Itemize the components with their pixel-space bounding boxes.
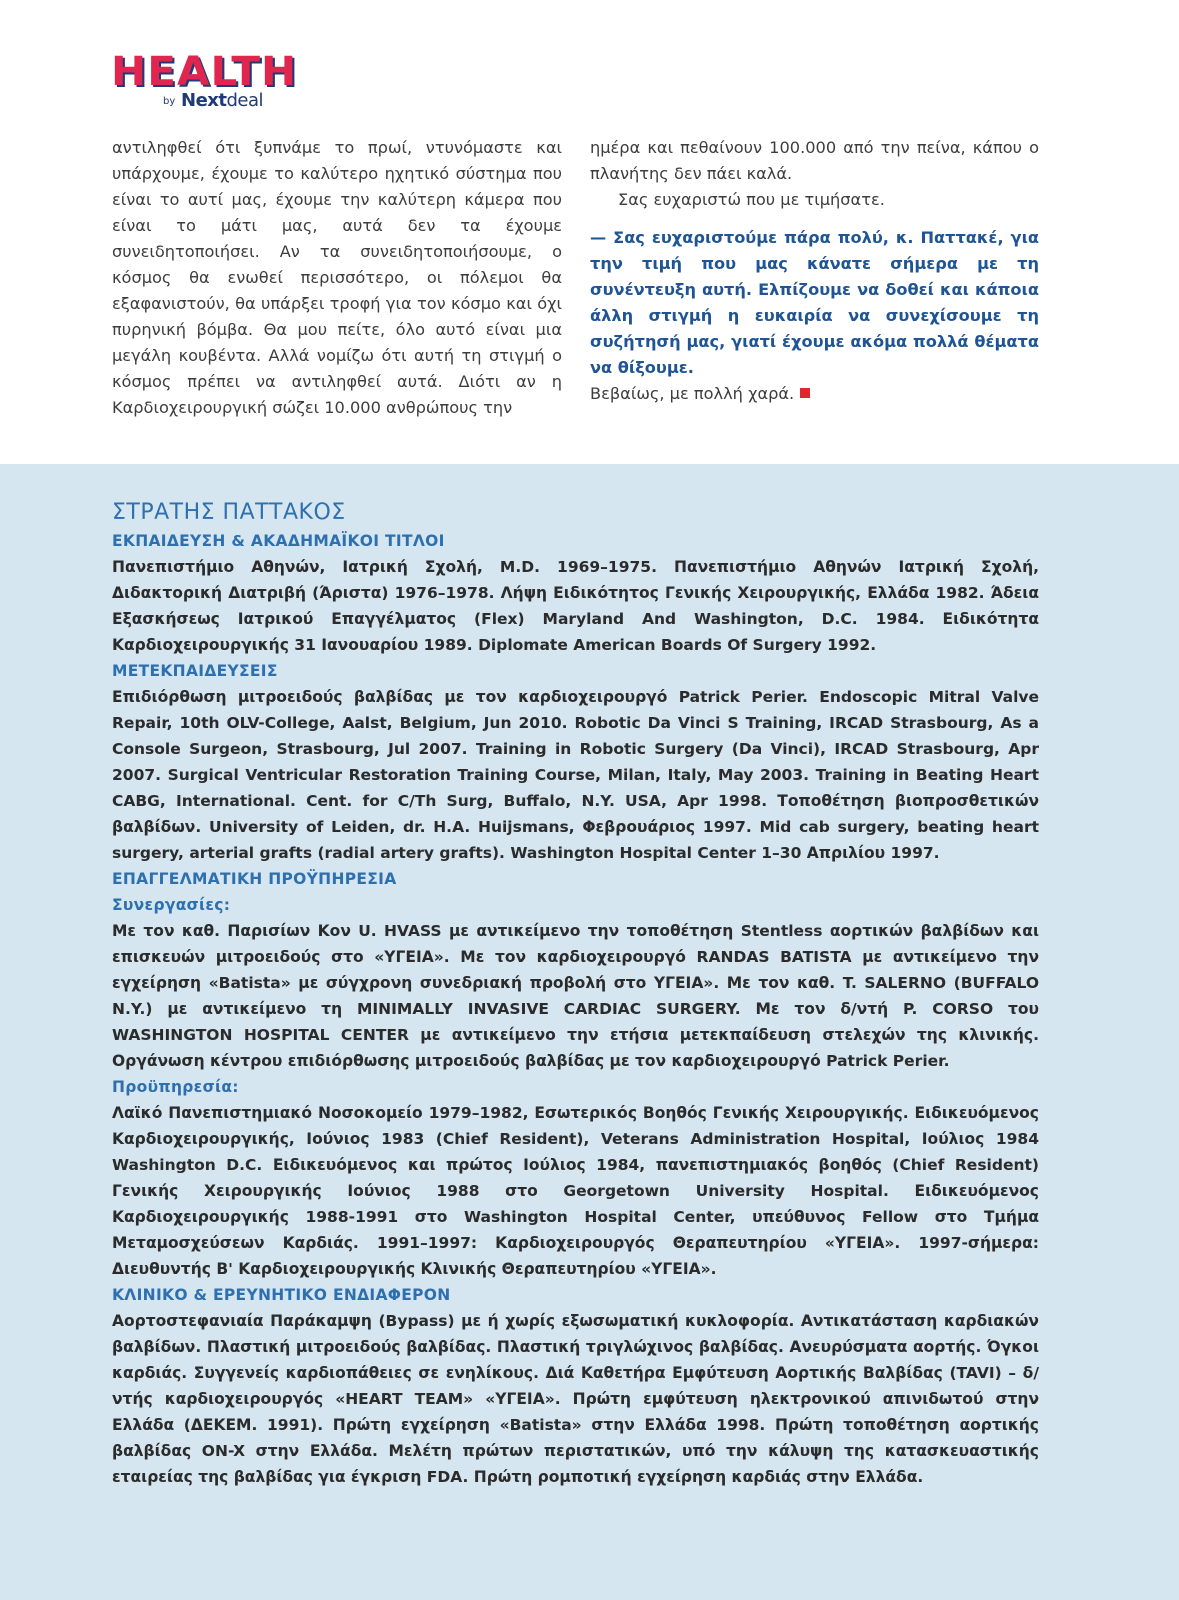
bio-heading-training: ΜΕΤΕΚΠΑΙΔΕΥΣΕΙΣ <box>112 662 278 680</box>
bio-name: ΣΤΡΑΤΗΣ ΠΑΤΤΑΚΟΣ <box>112 500 346 525</box>
bio-heading-experience: ΕΠΑΓΓΕΛΜΑΤΙΚΗ ΠΡΟΫΠΗΡΕΣΙΑ <box>112 870 397 888</box>
bio-heading-clinical-interest: ΚΛΙΝΙΚΟ & ΕΡΕΥΝΗΤΙΚΟ ΕΝΔΙΑΦΕΡΟΝ <box>112 1286 451 1304</box>
bio-text-clinical-interest: Αορτοστεφανιαία Παράκαμψη (Bypass) με ή χωρίς εξωσωματική κυκλοφορία. Αντικατάσταση καρδιακών βαλβίδων. Πλαστική μιτροειδούς βαλβίδας. Πλαστική τριγλώχινος βαλβίδας. Ανευρύσματα αορτής. Όγκοι καρδιάς. Συγγενείς καρδιοπάθειες σε ενηλίκους. Διά Καθετήρα Εμφύτευση Αορτικής Βαλβίδας (TAVI) – δ/ντής καρδιοχειρουργός «HEART TEAM» «ΥΓΕΙΑ». Πρώτη εμφύτευση ηλεκτρονικού απινιδωτού στην Ελλάδα (ΔΕΚΕΜ. 1991). Πρώτη εγχείρηση «Batista» στην Ελλάδα 1998. Πρώτη τοποθέτηση αορτικής βαλβίδας ON-X στην Ελλάδα. Μελέτη πρώτων περιστατικών, υπό την κάλυψη της κατασκευαστικής εταιρείας της βαλβίδας για έγκριση FDA. Πρώτη ρομποτική εγχείρηση καρδιάς στην Ελλάδα. <box>112 1312 1039 1486</box>
article-right-column <box>590 135 1039 407</box>
article-paragraph: ημέρα και πεθαίνουν 100.000 από την πείνα, κάπου ο πλανήτης δεν πάει καλά. <box>590 138 1039 183</box>
interview-question: — Σας ευχαριστούμε πάρα πολύ, κ. Παττακέ, για την τιμή που μας κάνατε σήμερα με τη συνέντευξη αυτή. Ελπίζουμε να δοθεί και κάποια άλλη στιγμή η ευκαιρία να συνεχίσουμε τη συζήτησή μας, γιατί έχουμε ακόμα πολλά θέματα να θίξουμε. <box>590 228 1039 377</box>
bio-text-previous-service: Λαϊκό Πανεπιστημιακό Νοσοκομείο 1979–1982, Εσωτερικός Βοηθός Γενικής Χειρουργικής. Ειδικευόμενος Καρδιοχειρουργικής, Ιούνιος 1983 (Chief Resident), Veterans Administration Hospital, Ιούλιος 1984 Washington D.C. Ειδικευόμενος και πρώτος Ιούλιος 1984, πανεπιστημιακός βοηθός (Chief Resident) Γενικής Χειρουργικής Ιούνιος 1988 στο Georgetown University Hospital. Ειδικευόμενος Καρδιοχειρουργικής 1988-1991 στο Washington Hospital Center, υπεύθυνος Fellow στο Τμήμα Μεταμοσχεύσεων Καρδιάς. 1991–1997: Καρδιοχειρουργός Θεραπευτηρίου «ΥΓΕΙΑ». 1997-σήμερα: Διευθυντής Β' Καρδιοχειρουργικής Κλινικής Θεραπευτηρίου «ΥΓΕΙΑ». <box>112 1104 1039 1278</box>
bio-box <box>0 464 1179 1600</box>
logo-brand-bold: Next <box>181 90 227 111</box>
article-left-column <box>112 135 562 421</box>
bio-heading-education: ΕΚΠΑΙΔΕΥΣΗ & ΑΚΑΔΗΜΑΪΚΟΙ ΤΙΤΛΟΙ <box>112 532 445 550</box>
answer-text: Βεβαίως, με πολλή χαρά. <box>590 384 795 403</box>
logo-by-text: by <box>163 96 176 107</box>
logo-brand <box>181 90 263 111</box>
bio-text-education: Πανεπιστήμιο Αθηνών, Ιατρική Σχολή, M.D. 1969–1975. Πανεπιστήμιο Αθηνών Ιατρική Σχολή, Διδακτορική Διατριβή (Άριστα) 1976–1978. Λήψη Ειδικότητος Γενικής Χειρουργικής, Ελλάδα 1982. Άδεια Εξασκήσεως Ιατρικού Επαγγέλματος (Flex) Maryland And Washington, D.C. 1984. Ειδικότητα Καρδιοχειρουργικής 31 Ιανουαρίου 1989. Diplomate American Boards Of Surgery 1992. <box>112 558 1039 654</box>
bio-content <box>112 498 1039 1490</box>
logo-wordmark: HEALTH <box>111 49 298 95</box>
bio-heading-previous-service: Προϋπηρεσία: <box>112 1078 239 1096</box>
bio-text-training: Επιδιόρθωση μιτροειδούς βαλβίδας με τον καρδιοχειρουργό Patrick Perier. Endoscopic Mitral Valve Repair, 10th OLV-College, Aalst, Belgium, Jun 2010. Robotic Da Vinci S Training, IRCAD Strasbourg, As a Console Surgeon, Strasbourg, Jul 2007. Training in Robotic Surgery (Da Vinci), IRCAD Strasbourg, Apr 2007. Surgical Ventricular Restoration Training Course, Milan, Italy, May 2003. Training in Beating Heart CABG, International. Cent. for C/Th Surg, Buffalo, N.Y. USA, Apr 1998. Τοποθέτηση βιοπροσθετικών βαλβίδων. University of Leiden, dr. H.A. Huijsmans, Φεβρουάριος 1997. Mid cab surgery, beating heart surgery, arterial grafts (radial artery grafts). Washington Hospital Center 1–30 Απριλίου 1997. <box>112 688 1039 862</box>
logo-brand-light: deal <box>226 90 264 111</box>
end-mark-icon <box>800 388 810 398</box>
article-paragraph: αντιληφθεί ότι ξυπνάμε το πρωί, ντυνόμαστε και υπάρχουμε, έχουμε το καλύτερο ηχητικό σύστημα που είναι το αυτί μας, έχουμε την καλύτερη κάμερα που είναι το μάτι μας, αυτά δεν τα έχουμε συνειδητοποιήσει. Αν τα συνειδητοποιήσουμε, ο κόσμος θα ενωθεί περισσότερο, οι πόλεμοι θα εξαφανιστούν, θα υπάρξει τροφή για τον κόσμο και όχι πυρηνική βόμβα. Θα μου πείτε, όλο αυτό είναι μια μεγάλη κουβέντα. Αλλά νομίζω ότι αυτή τη στιγμή ο κόσμος πρέπει να αντιληφθεί αυτά. Διότι αν η Καρδιοχειρουργική σώζει 10.000 ανθρώπους την <box>112 138 562 417</box>
bio-text-collaborations: Με τον καθ. Παρισίων Κον U. HVASS με αντικείμενο την τοποθέτηση Stentless αορτικών βαλβίδων και επισκευών μιτροειδούς στο «ΥΓΕΙΑ». Με τον καρδιοχειρουργό RANDAS BATISTA με αντικείμενο την εγχείρηση «Batista» με σύγχρονη συνεδριακή προβολή στο ΥΓΕΙΑ». Με τον καθ. T. SALERNO (BUFFALO N.Y.) με αντικείμενο τη MINIMALLY INVASIVE CARDIAC SURGERY. Με τον δ/ντή P. CORSO του WASHINGTON HOSPITAL CENTER με αντικείμενο την ετήσια μετεκπαίδευση στελεχών της κλινικής. Οργάνωση κέντρου επιδιόρθωσης μιτροειδούς βαλβίδας με τον καρδιοχειρουργό Patrick Perier. <box>112 922 1039 1070</box>
article-paragraph: Σας ευχαριστώ που με τιμήσατε. <box>618 190 885 209</box>
bio-heading-collaborations: Συνεργασίες: <box>112 896 231 914</box>
interview-answer <box>590 381 1039 407</box>
health-logo <box>111 49 298 114</box>
